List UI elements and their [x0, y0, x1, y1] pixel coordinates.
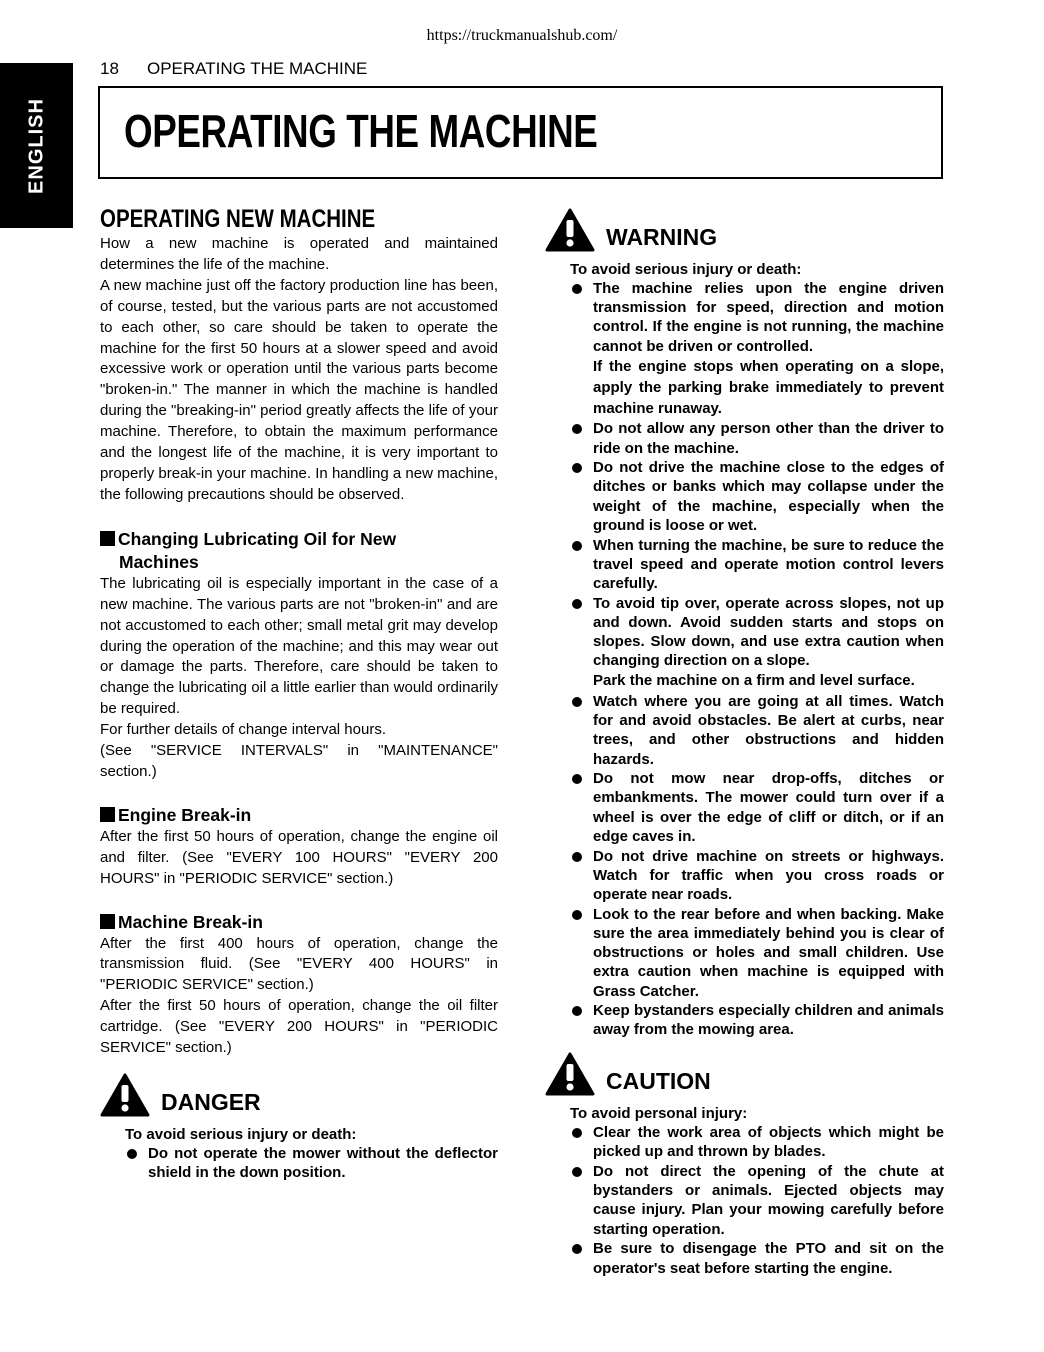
oil-subheading-line1: Changing Lubricating Oil for New — [118, 528, 397, 549]
black-square-icon — [100, 807, 115, 822]
caution-sign — [545, 1052, 944, 1102]
warning-item-5-extra: Park the machine on a firm and level surface. — [593, 672, 915, 690]
caution-list — [545, 1123, 944, 1278]
caution-item-2: Do not direct the opening of the chute at bystanders or animals. Ejected objects may cause injury. Plan your mowing carefully before starting operation. — [545, 1162, 944, 1239]
left-column — [100, 204, 498, 1183]
warning-item-1 — [545, 279, 944, 419]
warning-triangle-icon — [100, 1073, 150, 1117]
warning-item-6: Watch where you are going at all times. Watch for and avoid obstacles. Be alert at curbs, near trees, and other obstructions and hidden hazards. — [545, 692, 944, 769]
oil-subheading — [100, 528, 498, 574]
page-title: OPERATING THE MACHINE — [124, 105, 598, 157]
warning-triangle-icon — [545, 208, 595, 252]
danger-list — [100, 1144, 498, 1182]
engine-paragraph: After the first 50 hours of operation, change the engine oil and filter. (See "EVERY 100 HOURS" "EVERY 200 HOURS" in "PERIODIC SERVICE" section.) — [100, 827, 498, 887]
engine-subheading — [100, 804, 498, 827]
oil-subheading-line2: Machines — [119, 551, 199, 572]
machine-paragraph-1: After the first 400 hours of operation, change the transmission fluid. (See "EVERY 400 HOURS" in "PERIODIC SERVICE" section.) — [100, 934, 498, 994]
warning-item-8: Do not drive machine on streets or highways. Watch for traffic when you cross roads or operate near roads. — [545, 847, 944, 905]
warning-item-9: Look to the rear before and when backing. Make sure the area immediately behind you is clear of obstructions or holes and small children. Use extra caution when machine is equipped with Grass Catcher. — [545, 905, 944, 1001]
black-square-icon — [100, 531, 115, 546]
engine-subheading-text: Engine Break-in — [118, 804, 252, 825]
warning-item-1-text: The machine relies upon the engine driven transmission for speed, direction and motion control. If the engine is not running, the machine cannot be driven or controlled. — [593, 280, 944, 355]
warning-item-2: Do not allow any person other than the driver to ride on the machine. — [545, 419, 944, 457]
warning-item-5-text: To avoid tip over, operate across slopes, not up and down. Avoid sudden starts and stops on slopes. Slow down, and use extra caution when changing direction on a slope. — [593, 594, 944, 670]
machine-subheading-text: Machine Break-in — [118, 911, 263, 932]
caution-item-1: Clear the work area of objects which might be picked up and thrown by blades. — [545, 1123, 944, 1161]
page-number: 18 — [100, 59, 119, 78]
danger-word: DANGER — [161, 1089, 261, 1115]
intro-paragraph-1: How a new machine is operated and maintained determines the life of the machine. — [100, 235, 498, 273]
danger-intro: To avoid serious injury or death: — [125, 1126, 357, 1143]
side-tab-label: ENGLISH — [25, 97, 47, 194]
caution-word: CAUTION — [606, 1068, 711, 1095]
machine-paragraph-2: After the first 50 hours of operation, change the oil filter cartridge. (See "EVERY 200 HOURS" in "PERIODIC SERVICE" section.) — [100, 997, 498, 1057]
black-square-icon — [100, 914, 115, 929]
danger-sign — [100, 1073, 498, 1123]
running-header: OPERATING THE MACHINE — [147, 59, 368, 78]
warning-item-10: Keep bystanders especially children and animals away from the mowing area. — [545, 1001, 944, 1039]
title-box — [98, 86, 943, 179]
machine-subheading — [100, 911, 498, 934]
oil-paragraph-1: The lubricating oil is especially important in the case of a new machine. The various parts are not "broken-in" and are not accustomed to each other; small metal grit may develop during the operation of the machine; and this may wear out or damage the parts. Therefore, care should be taken to change the lubricating oil a little earlier than would ordinarily be required. — [100, 574, 498, 718]
warning-word: WARNING — [606, 224, 718, 250]
warning-item-3: Do not drive the machine close to the edges of ditches or banks which may collapse under the weight of the machine, especially when the ground is loose or wet. — [545, 458, 944, 535]
warning-item-4: When turning the machine, be sure to reduce the travel speed and operate motion control levers carefully. — [545, 536, 944, 594]
warning-item-7: Do not mow near drop-offs, ditches or embankments. The mower could turn over if a wheel is over the edge of cliff or ditch, or if an edge caves in. — [545, 769, 944, 846]
oil-paragraph-3: (See "SERVICE INTERVALS" in "MAINTENANCE" section.) — [100, 742, 498, 780]
warning-item-1-extra: If the engine stops when operating on a slope, apply the parking brake immediately to prevent machine runaway. — [593, 357, 944, 417]
warning-sign — [545, 208, 944, 258]
right-column — [545, 208, 944, 1278]
danger-item: Do not operate the mower without the deflector shield in the down position. — [100, 1144, 498, 1182]
warning-list — [545, 279, 944, 1040]
caution-item-3: Be sure to disengage the PTO and sit on the operator's seat before starting the engine. — [545, 1239, 944, 1277]
warning-intro: To avoid serious injury or death: — [570, 261, 802, 278]
language-side-tab — [0, 63, 73, 228]
warning-triangle-icon — [545, 1052, 595, 1096]
section-heading: OPERATING NEW MACHINE — [100, 205, 376, 233]
warning-item-5 — [545, 594, 944, 692]
caution-intro: To avoid personal injury: — [570, 1105, 748, 1123]
intro-paragraph-2: A new machine just off the factory production line has been, of course, tested, but the various parts are not accustomed to each other, so care should be taken to operate the machine for the first 50 hours at a slower speed and avoid excessive work or operation until the various parts become "broken-in." The manner in which the machine is handled during the "breaking-in" period greatly affects the life of your machine. Therefore, to obtain the maximum performance and the longest life of the machine, it is very important to properly break-in your machine. In handling a new machine, the following precautions should be observed. — [100, 276, 498, 503]
oil-paragraph-2: For further details of change interval hours. — [100, 721, 386, 739]
source-url: https://truckmanualshub.com/ — [426, 27, 618, 44]
